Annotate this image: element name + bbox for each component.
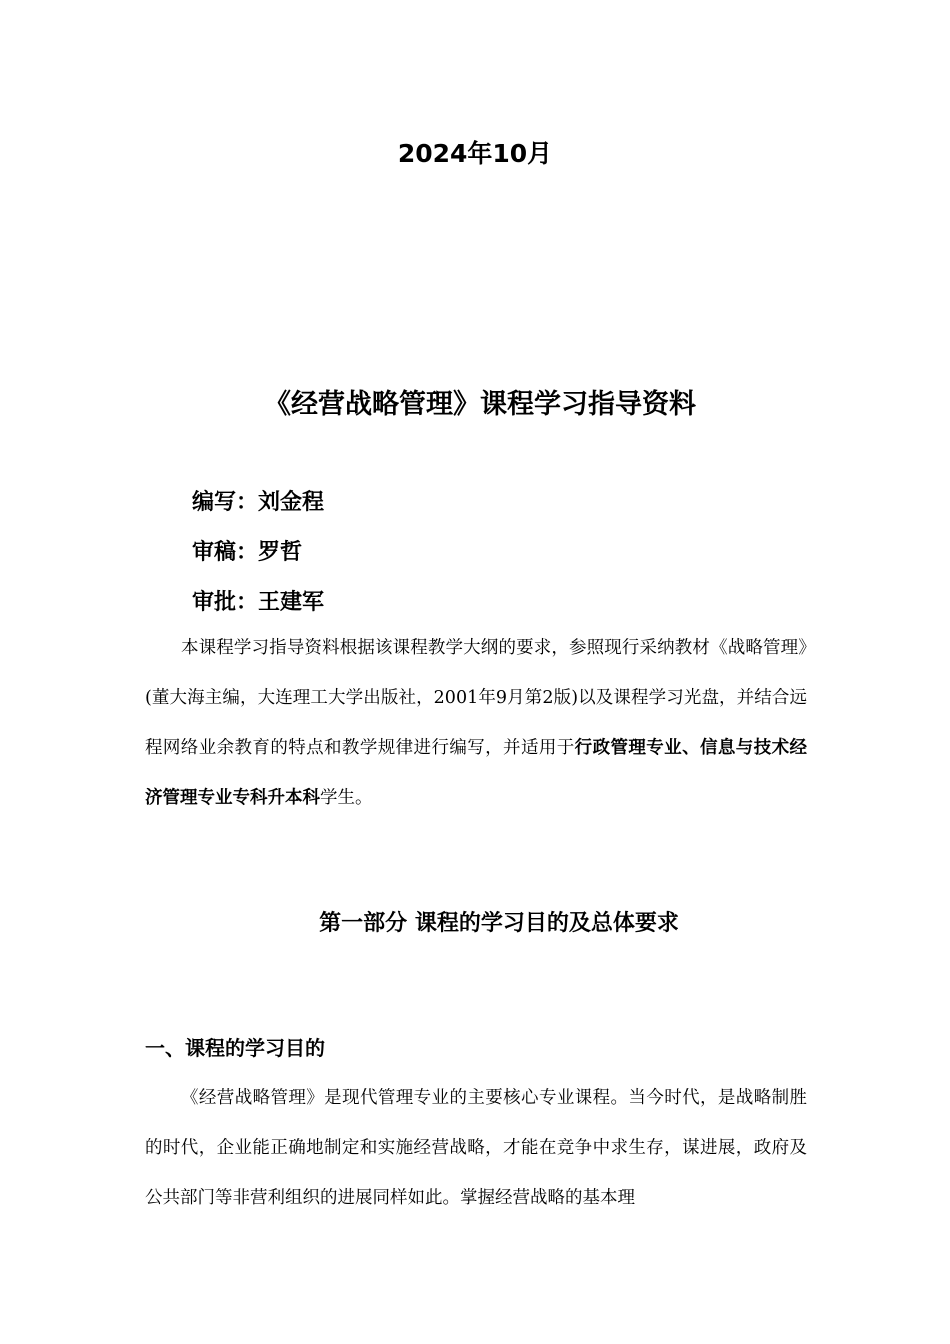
credit-name: 刘金程 (258, 490, 325, 515)
credit-name: 罗哲 (258, 540, 303, 565)
credit-reviewer (192, 535, 302, 566)
credit-approver (192, 585, 324, 616)
intro-text-end: 学生。 (320, 788, 373, 808)
intro-target-majors: 行政管理专业、信息与技术经济管理专业专科升本科 (145, 738, 808, 808)
credit-label: 审稿： (192, 540, 259, 565)
section-one-heading: 一、课程的学习目的 (145, 1036, 325, 1060)
intro-text: 本课程学习指导资料根据该课程教学大纲的要求，参照现行采纳教材《战略管理》(董大海主编，大连理工大学出版社，2001年9月第2版)以及课程学习光盘，并结合远程网络业余教育的特点和教学规律进行编写，并适用于 (145, 638, 807, 758)
document-title: 《经营战略管理》课程学习指导资料 (264, 389, 696, 420)
credit-label: 审批： (192, 590, 259, 615)
credit-label: 编写： (192, 490, 259, 515)
intro-paragraph (145, 623, 807, 823)
section-one-paragraph: 《经营战略管理》是现代管理专业的主要核心专业课程。当今时代，是战略制胜的时代，企业能正确地制定和实施经营战略，才能在竞争中求生存，谋进展，政府及公共部门等非营利组织的进展同样如此。掌握经营战略的基本理 (145, 1088, 807, 1208)
part-one-heading: 第一部分 课程的学习目的及总体要求 (319, 911, 679, 936)
cover-date: 2024年10月 (397, 139, 553, 168)
credit-name: 王建军 (258, 590, 325, 615)
credit-author (192, 485, 324, 516)
